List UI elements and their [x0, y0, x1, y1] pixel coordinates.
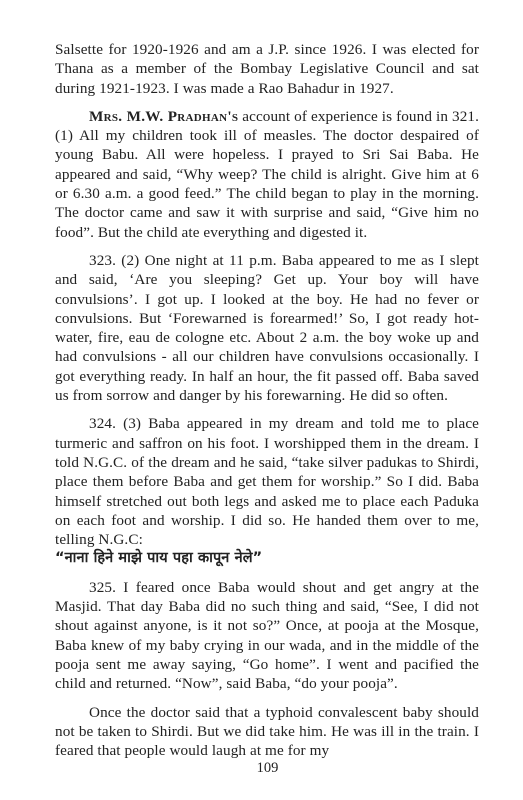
paragraph-text: account of experience is found in 321. (1) All my children took ill of measles. The doctor despaired of young Babu. All were hopeless. I prayed to Sri Sai Baba. He appeared and said, “Why weep? The child is alright. Give him at 6 or 6.30 a.m. a good feed.” The child began to play in the morning. The doctor came and saw it with surprise and said, “Give him no food”. But the child ate everything and digested it.	[55, 107, 479, 241]
paragraph-324	[55, 414, 479, 568]
page-number: 109	[256, 760, 279, 776]
paragraph-text: 324. (3) Baba appeared in my dream and told me to place turmeric and saffron on his foot. I worshipped them in the dream. I told N.G.C. of the dream and he said, “take silver padukas to Shirdi, place them before Baba and get them for worship.” So I did. Baba himself stretched out both legs and asked me to place each Paduka on each foot and worship. I did so. He handed them over to me, telling N.G.C:	[55, 415, 479, 549]
paragraph-pradhan-intro	[55, 107, 479, 242]
paragraph-323: 323. (2) One night at 11 p.m. Baba appeared to me as I slept and said, ‘Are you sleeping? Get up. Your boy will have convulsions’. I got up. I looked at the boy. He had no fever or convulsions. But ‘Forewarned is forearmed!’ So, I got ready hot-water, fire, eau de cologne etc. About 2 a.m. the boy woke up and had convulsions - all our children have convulsions occasionally. I got everything ready. In half an hour, the fit passed off. Baba saved us from sorrow and danger by his forewarning. He did so often.	[55, 251, 479, 405]
person-name: Mrs. M.W. Pradhan's	[89, 107, 239, 125]
paragraph-continuation: Salsette for 1920-1926 and am a J.P. since 1926. I was elected for Thana as a member of the Bombay Legislative Council and sat during 1921-1923. I was made a Rao Bahadur in 1927.	[55, 41, 479, 97]
paragraph-typhoid: Once the doctor said that a typhoid convalescent baby should not be taken to Shirdi. But we did take him. He was ill in the train. I feared that people would laugh at me for my	[55, 703, 479, 760]
paragraph-325: 325. I feared once Baba would shout and get angry at the Masjid. That day Baba did no such thing and said, “See, I did not shout against anyone, is it not so?” Once, at pooja at the Mosque, Baba knew of my baby crying in our wada, and in the middle of the pooja sent me away saying, “Go home”. I went and pacified the child and returned. “Now”, said Baba, “do your pooja”.	[55, 578, 479, 693]
marathi-quote: “नाना हिने माझे पाय पहा कापून नेले”	[55, 550, 263, 567]
